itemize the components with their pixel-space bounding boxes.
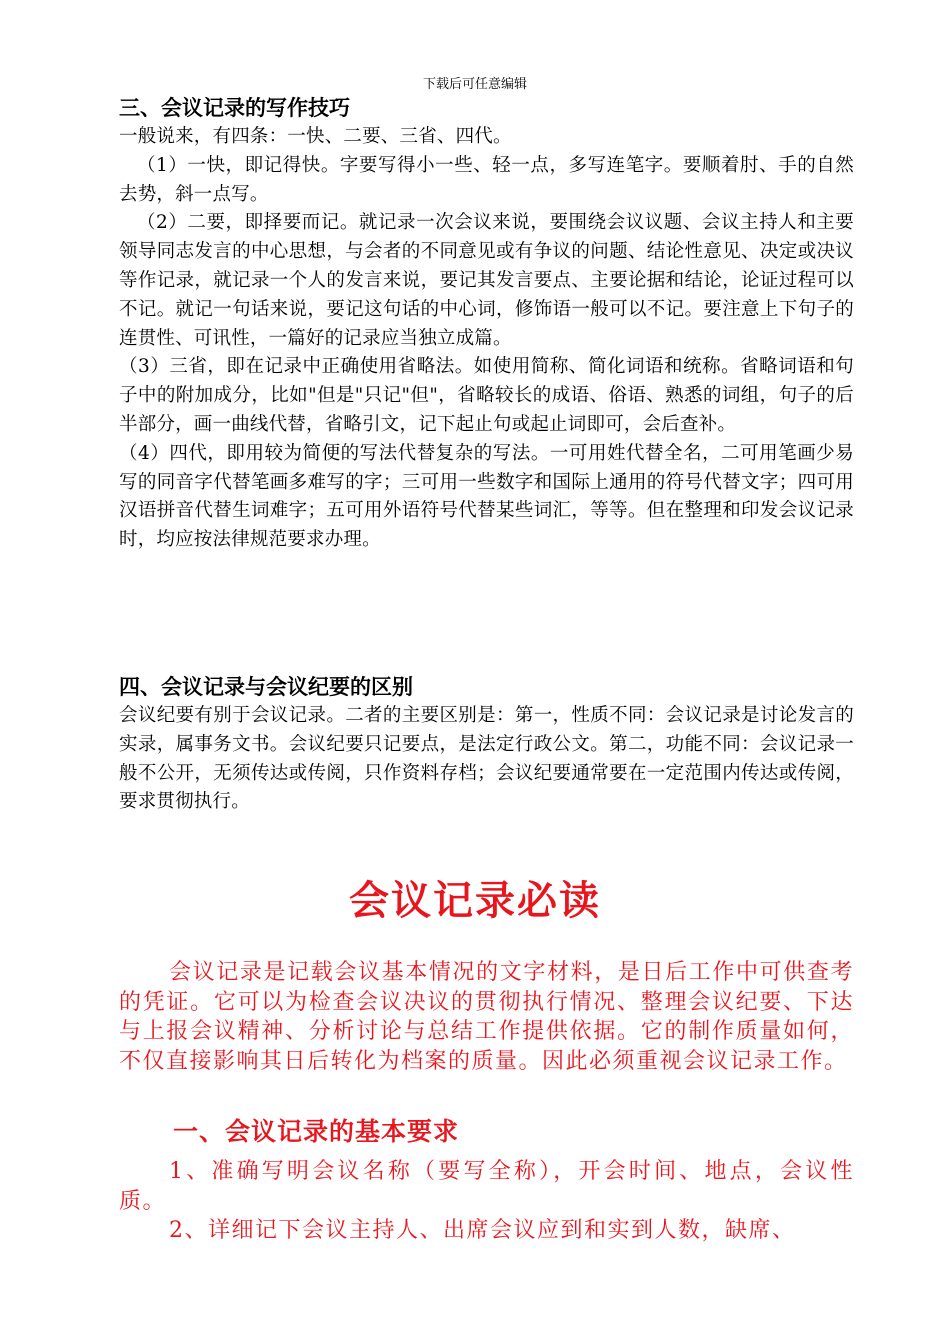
section-writing-techniques [119, 93, 854, 555]
section-heading: 四、会议记录与会议纪要的区别 [119, 674, 413, 699]
red-basic-requirements [119, 1115, 854, 1246]
paragraph-fast: （1）一快，即记得快。字要写得小一些、轻一点，多写连笔字。要顺着肘、手的自然去势，斜一点写。 [119, 154, 854, 205]
paragraph-substitute: （4）四代，即用较为简便的写法代替复杂的写法。一可用姓代替全名，二可用笔画少易写的同音字代替笔画多难写的字；三可用一些数字和国际上通用的符号代替文字；四可用汉语拼音代替生词难字；五可用外语符号代替某些词汇，等等。但在整理和印发会议记录时，均应按法律规范要求办理。 [119, 442, 854, 551]
requirement-item-2: 2、详细记下会议主持人、出席会议应到和实到人数，缺席、 [169, 1218, 796, 1243]
requirement-item-1: 1、准确写明会议名称（要写全称），开会时间、地点，会议性质。 [119, 1159, 854, 1214]
section-heading: 三、会议记录的写作技巧 [119, 95, 350, 120]
intro-paragraph: 一般说来，有四条：一快、二要、三省、四代。 [119, 126, 512, 147]
header-note: 下载后可任意编辑 [422, 77, 527, 92]
red-section-heading: 一、会议记录的基本要求 [173, 1117, 460, 1146]
paragraph-omit: （3）三省，即在记录中正确使用省略法。如使用简称、简化词语和统称。省略词语和句子中的附加成分，比如"但是"只记"但"，省略较长的成语、俗语、熟悉的词组，句子的后半部分，画一曲线代替，省略引文，记下起止句或起止词即可，会后查补。 [119, 356, 854, 435]
paragraph-essential: （2）二要，即择要而记。就记录一次会议来说，要围绕会议议题、会议主持人和主要领导同志发言的中心思想，与会者的不同意见或有争议的问题、结论性意见、决定或决议等作记录，就记录一个人的发言来说，要记其发言要点、主要论据和结论，论证过程可以不记。就记一句话来说，要记这句话的中心词，修饰语一般可以不记。要注意上下句子的连贯性、可讯性，一篇好的记录应当独立成篇。 [119, 212, 854, 349]
red-intro-block [119, 958, 854, 1076]
differences-paragraph: 会议纪要有别于会议记录。二者的主要区别是：第一，性质不同：会议记录是讨论发言的实录，属事务文书。会议纪要只记要点，是法定行政公文。第二，功能不同：会议记录一般不公开，无须传达或传阅，只作资料存档；会议纪要通常要在一定范围内传达或传阅，要求贯彻执行。 [119, 705, 854, 813]
red-page-title: 会议记录必读 [349, 877, 601, 924]
section-differences [119, 672, 854, 817]
red-intro-paragraph: 会议记录是记载会议基本情况的文字材料，是日后工作中可供查考的凭证。它可以为检查会议决议的贯彻执行情况、整理会议纪要、下达与上报会议精神、分析讨论与总结工作提供依据。它的制作质量如何，不仅直接影响其日后转化为档案的质量。因此必须重视会议记录工作。 [119, 960, 854, 1074]
